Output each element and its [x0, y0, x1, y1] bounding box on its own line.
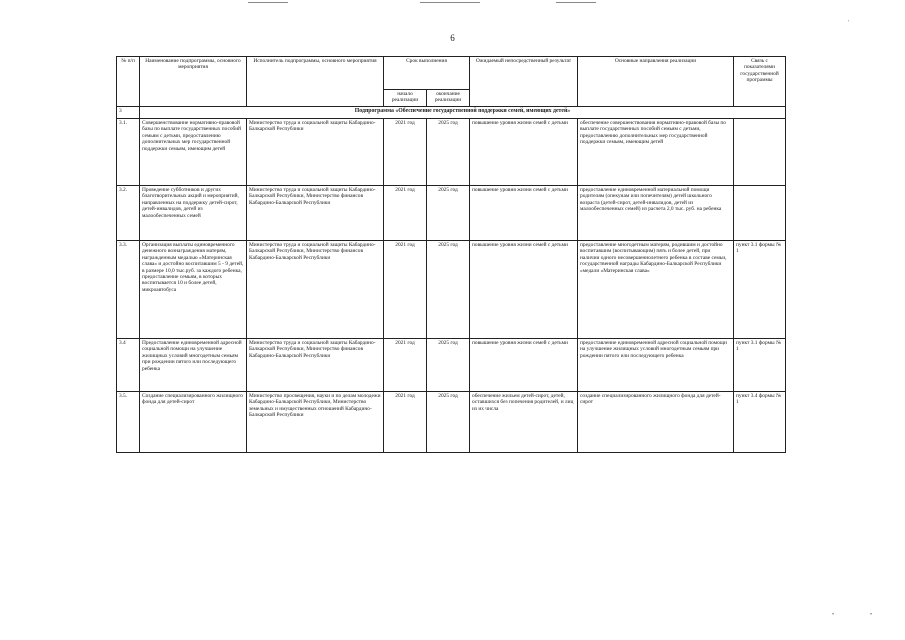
row-directions: предоставление единовременной адресной социальной помощи на улучшение жилищных условий многодетным семьям при рождении пятого или последующего ребенка [578, 339, 734, 392]
row-link [734, 186, 786, 241]
row-executor: Министерство просвещения, науки и по делам молодежи Кабардино-Балкарской Республики, Министерство земельных и имущественных отношений Кабардино-Балкарской Республики [247, 392, 384, 453]
row-executor: Министерство труда и социальной защиты Кабардино-Балкарской Республики, Министерство финансов Кабардино-Балкарской Республики [247, 186, 384, 241]
row-num: 3.4 [117, 339, 140, 392]
row-end: 2025 год [427, 392, 470, 453]
row-start: 2021 год [384, 241, 427, 339]
header-link: Связь с показателями государственной программы [734, 57, 786, 107]
row-link: пункт 3.4 формы № 1 [734, 392, 786, 453]
row-end: 2025 год [427, 119, 470, 186]
header-num: № п/п [117, 57, 140, 107]
scan-artifact-line [556, 2, 596, 3]
row-result: повышение уровня жизни семей с детьми [470, 186, 578, 241]
row-name: Предоставление единовременной адресной социальной помощи на улучшение жилищных условий многодетным семьям при рождении пятого или последующего ребенка [140, 339, 247, 392]
header-name: Наименование подпрограммы, основного мероприятия [140, 57, 247, 107]
row-end: 2025 год [427, 186, 470, 241]
table-row [117, 241, 786, 339]
row-executor: Министерство труда и социальной защиты Кабардино-Балкарской Республики, Министерство финансов Кабардино-Балкарской Республики [247, 339, 384, 392]
scan-artifact-line [248, 2, 288, 3]
row-end: 2025 год [427, 241, 470, 339]
row-result: повышение уровня жизни семей с детьми [470, 241, 578, 339]
row-name: Создание специализированного жилищного фонда для детей-сирот [140, 392, 247, 453]
header-term-end: окончание реализации [427, 90, 470, 107]
row-directions: предоставление единовременной материальной помощи родителям (опекунам или попечителям) детей школьного возраста (детей-сирот, детей-инвалидов, детей из малообеспеченных семей) из расчета 2,0 тыс. руб. на ребенка [578, 186, 734, 241]
row-link: пункт 3.1 формы № 1 [734, 339, 786, 392]
row-num: 3.1. [117, 119, 140, 186]
header-executor: Исполнитель подпрограммы, основного мероприятия [247, 57, 384, 107]
row-executor: Министерство труда и социальной защиты Кабардино-Балкарской Республики [247, 119, 384, 186]
row-num: 3.2. [117, 186, 140, 241]
subprogram-row [117, 107, 786, 119]
row-executor: Министерство труда и социальной защиты Кабардино-Балкарской Республики, Министерство финансов Кабардино-Балкарской Республики [247, 241, 384, 339]
row-link [734, 119, 786, 186]
row-end: 2025 год [427, 339, 470, 392]
table-row [117, 339, 786, 392]
page-number: 6 [450, 33, 455, 43]
scan-artifact-speck: • [870, 612, 873, 618]
header-term-start: начало реализации [384, 90, 427, 107]
table-row [117, 392, 786, 453]
subprogram-num: 3 [117, 107, 140, 119]
row-start: 2021 год [384, 339, 427, 392]
scan-artifact-speck: ' [848, 20, 850, 26]
row-num: 3.5. [117, 392, 140, 453]
scan-artifact-speck: • [832, 612, 835, 618]
table-row [117, 119, 786, 186]
row-start: 2021 год [384, 392, 427, 453]
row-directions: обеспечение совершенствования нормативно-правовой базы по выплате государственных пособий семьям с детьми, предоставлению дополнительных мер государственной поддержки семьям, имеющим детей [578, 119, 734, 186]
row-directions: создание специализированного жилищного фонда для детей-сирот [578, 392, 734, 453]
table-header-row [117, 57, 786, 90]
table-row [117, 186, 786, 241]
row-name: Организация выплаты единовременного денежного вознаграждения матерям, награжденным медалью «Материнская слава» и достойно воспитавшим 5 - 9 детей, в размере 10,0 тыс.руб. за каждого ребенка, предоставление семьям, в которых воспитывается 10 и более детей, микроавтобуса [140, 241, 247, 339]
program-table [116, 56, 786, 453]
row-name: Проведение субботников и других благотворительных акций и мероприятий, направленных на поддержку детей-сирот, детей-инвалидов, детей из малообеспеченных семей [140, 186, 247, 241]
row-link: пункт 3.1 формы № 1 [734, 241, 786, 339]
row-directions: предоставление многодетным матерям, родившим и достойно воспитавшим (воспитывающим) пять и более детей, при наличии одного несовершеннолетнего ребенка в составе семьи, государственной награды Кабардино-Балкарской Республики «медали «Материнская слава» [578, 241, 734, 339]
header-result: Ожидаемый непосредственный результат [470, 57, 578, 107]
row-result: повышение уровня жизни семей с детьми [470, 339, 578, 392]
subprogram-title: Подпрограмма «Обеспечение государственной поддержки семей, имеющих детей» [140, 107, 786, 119]
row-result: обеспечение жильем детей-сирот, детей, оставшихся без попечения родителей, и лиц из их числа [470, 392, 578, 453]
row-result: повышение уровня жизни семей с детьми [470, 119, 578, 186]
header-directions: Основные направления реализации [578, 57, 734, 107]
row-start: 2021 год [384, 186, 427, 241]
row-name: Совершенствование нормативно-правовой базы по выплате государственных пособий семьям с детьми, предоставлению дополнительных мер государственной поддержки семьям, имеющим детей [140, 119, 247, 186]
header-term: Срок выполнения [384, 57, 470, 90]
scan-artifact-line [420, 2, 480, 3]
row-num: 3.3. [117, 241, 140, 339]
row-start: 2021 год [384, 119, 427, 186]
